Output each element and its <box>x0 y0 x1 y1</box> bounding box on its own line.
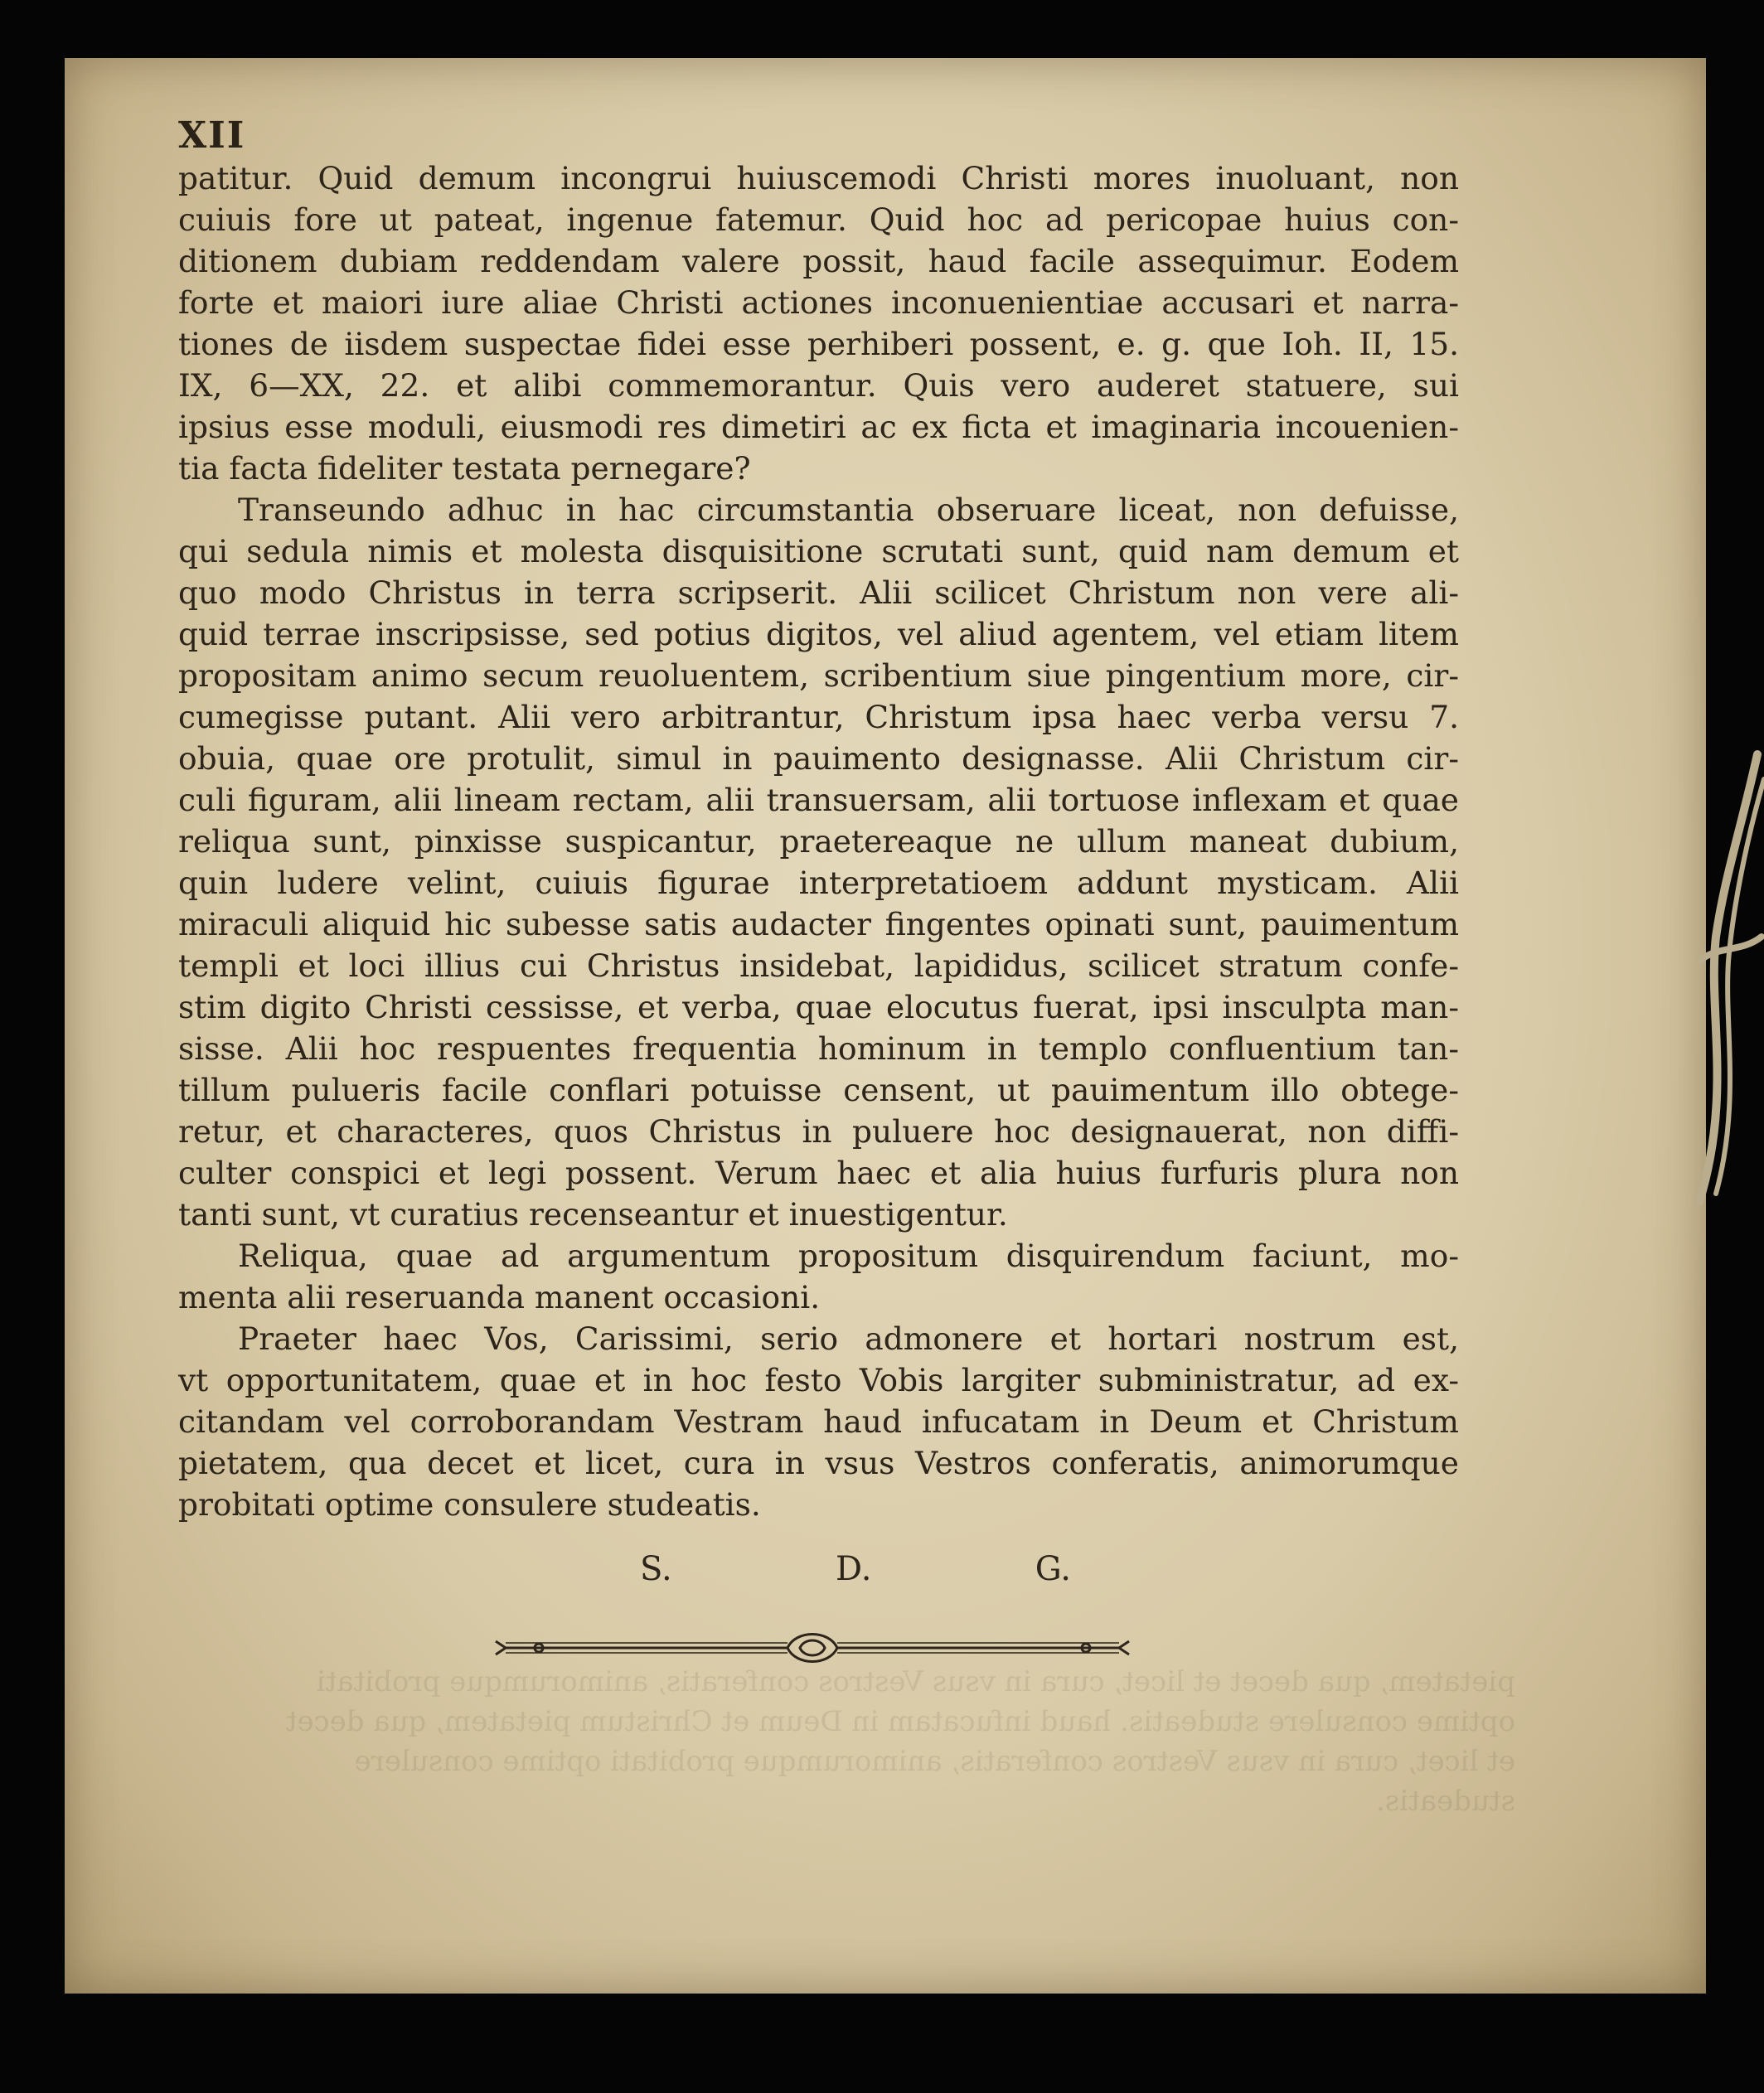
body-text <box>178 157 1459 1525</box>
text-line: cuiuis fore ut pateat, ingenue fatemur. Quid hoc ad pericopae huius con- <box>178 201 1459 238</box>
text-line: templi et loci illius cui Christus insidebat, lapididus, scilicet stratum confe- <box>178 947 1459 984</box>
closing-g: G. <box>1035 1550 1071 1588</box>
text-line: obuia, quae ore protulit, simul in pauimento designasse. Alii Christum cir- <box>178 740 1459 777</box>
text-line: Transeundo adhuc in hac circumstantia obseruare liceat, non defuisse, <box>238 492 1459 528</box>
text-line: miraculi aliquid hic subesse satis audacter fingentes opinati sunt, pauimentum <box>178 906 1459 942</box>
text-line: forte et maiori iure aliae Christi actiones inconuenientiae accusari et narra- <box>178 284 1459 321</box>
text-line: citandam vel corroborandam Vestram haud infucatam in Deum et Christum <box>178 1403 1459 1440</box>
text-line: cumegisse putant. Alii vero arbitrantur, Christum ipsa haec verba versu 7. <box>178 699 1459 735</box>
text-line: IX, 6—XX, 22. et alibi commemorantur. Quis vero auderet statuere, sui <box>178 367 1459 404</box>
text-line: quid terrae inscripsisse, sed potius digitos, vel aliud agentem, vel etiam litem <box>178 616 1459 652</box>
text-line: qui sedula nimis et molesta disquisitione scrutati sunt, quid nam demum et <box>178 533 1459 569</box>
page-number: XII <box>178 114 246 157</box>
text-line: Praeter haec Vos, Carissimi, serio admonere et hortari nostrum est, <box>238 1320 1459 1357</box>
ornament-rule-icon <box>489 1623 1136 1673</box>
text-line: ditionem dubiam reddendam valere possit, haud facile assequimur. Eodem <box>178 243 1459 279</box>
text-line: sisse. Alii hoc respuentes frequentia hominum in templo confluentium tan- <box>178 1030 1459 1067</box>
text-line: Reliqua, quae ad argumentum propositum disquirendum faciunt, mo- <box>238 1238 1459 1274</box>
text-line: stim digito Christi cessisse, et verba, quae elocutus fuerat, ipsi insculpta man- <box>178 989 1459 1025</box>
binding-string-icon <box>1666 746 1764 1210</box>
text-line: retur, et characteres, quos Christus in puluere hoc designauerat, non diffi- <box>178 1113 1459 1150</box>
text-line: quin ludere velint, cuiuis figurae interpretatioem addunt mysticam. Alii <box>178 865 1459 901</box>
text-line: ipsius esse moduli, eiusmodi res dimetiri ac ex ficta et imaginaria incouenien- <box>178 409 1459 445</box>
text-line: quo modo Christus in terra scripserit. Alii scilicet Christum non vere ali- <box>178 574 1459 611</box>
text-line: tillum pulueris facile conflari potuisse censent, ut pauimentum illo obtege- <box>178 1072 1459 1108</box>
text-line: culter conspici et legi possent. Verum haec et alia huius furfuris plura non <box>178 1155 1459 1191</box>
text-line: vt opportunitatem, quae et in hoc festo Vobis largiter subministratur, ad ex- <box>178 1362 1459 1398</box>
text-line: tiones de iisdem suspectae fidei esse perhiberi possent, e. g. que Ioh. II, 15. <box>178 326 1459 362</box>
text-line: tanti sunt, vt curatius recenseantur et inuestigentur. <box>178 1196 1008 1233</box>
text-line: propositam animo secum reuoluentem, scribentium siue pingentium more, cir- <box>178 657 1459 694</box>
text-line: reliqua sunt, pinxisse suspicantur, praetereaque ne ullum maneat dubium, <box>178 823 1459 860</box>
text-line: menta alii reseruanda manent occasioni. <box>178 1279 821 1315</box>
closing-s: S. <box>640 1550 672 1588</box>
text-line: patitur. Quid demum incongrui huiuscemodi Christi mores inuoluant, non <box>178 160 1459 196</box>
show-through-text: pietatem, qua decet et licet, cura in vsus Vestros conferatis, animorumque probitati optime consulere studeatis. haud infucatam in Deum et Christum pietatem, qua decet et licet, cura in vsus Vestros conferatis, animorumque probitati optime consulere studeatis. <box>285 1665 1515 1818</box>
text-line: tia facta fideliter testata pernegare? <box>178 450 751 487</box>
closing-sdg <box>640 1550 1071 1588</box>
closing-d: D. <box>836 1550 872 1588</box>
text-line: pietatem, qua decet et licet, cura in vsus Vestros conferatis, animorumque <box>178 1445 1459 1481</box>
text-line: culi figuram, alii lineam rectam, alii transuersam, alii tortuose inflexam et quae <box>178 782 1459 818</box>
text-line: probitati optime consulere studeatis. <box>178 1486 761 1523</box>
